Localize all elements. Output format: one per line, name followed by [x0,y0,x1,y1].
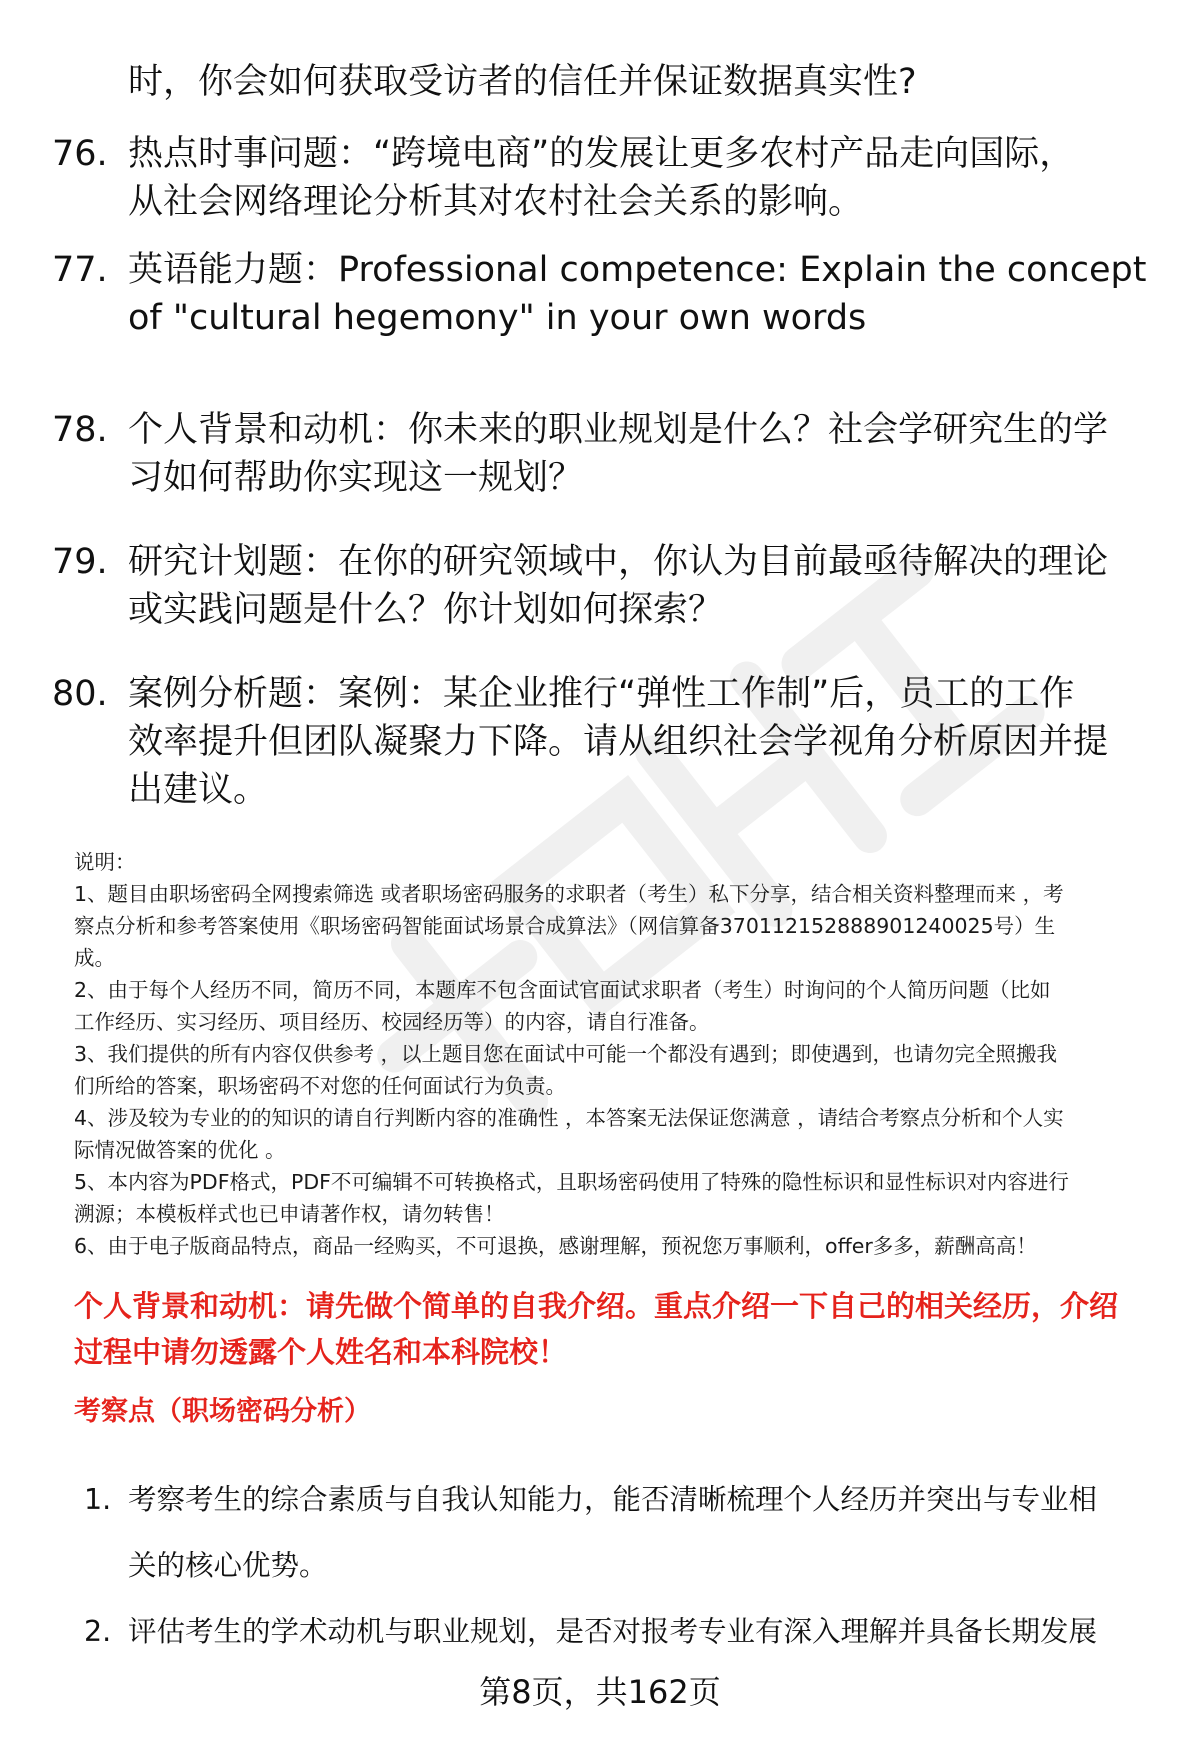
notes-line: 际情况做答案的优化 。 [74,1138,286,1162]
analysis-point-number: 2. [84,1615,112,1648]
analysis-point-line: 考察考生的综合素质与自我认知能力，能否清晰梳理个人经历并突出与专业相 [128,1483,1098,1516]
question-80 [52,670,1152,814]
question-number: 77. [52,250,108,290]
question-78 [52,406,1152,502]
analysis-heading: 考察点（职场密码分析） [74,1396,371,1427]
analysis-point-number: 1. [84,1483,112,1516]
question-number: 76. [52,134,108,174]
question-number: 80. [52,674,108,714]
question-line: 案例分析题：案例：某企业推行“弹性工作制”后，员工的工作 [128,674,1075,714]
notes-section [74,846,1154,1262]
question-line: 出建议。 [128,770,269,810]
question-line: of "cultural hegemony" in your own words [128,298,867,338]
analysis-points-list [84,1467,1164,1665]
question-line: 从社会网络理论分析其对农村社会关系的影响。 [128,182,864,222]
question-continuation-text: 时，你会如何获取受访者的信任并保证数据真实性? [128,62,917,102]
question-line: 或实践问题是什么？你计划如何探索？ [128,590,724,630]
notes-line: 3、我们提供的所有内容仅供参考 ，以上题目您在面试中可能一个都没有遇到；即使遇到，也请勿完全照搬我 [74,1042,1058,1066]
question-line: 习如何帮助你实现这一规划？ [128,458,584,498]
question-number: 79. [52,542,108,582]
notes-line: 们所给的答案，职场密码不对您的任何面试行为负责。 [74,1074,566,1098]
highlight-question-line: 个人背景和动机：请先做个简单的自我介绍。重点介绍一下自己的相关经历，介绍 [74,1289,1119,1323]
highlight-question [74,1283,1118,1375]
question-76 [52,130,1152,226]
question-line: 研究计划题：在你的研究领域中，你认为目前最亟待解决的理论 [128,542,1109,582]
question-line: 热点时事问题：“跨境电商”的发展让更多农村产品走向国际， [128,134,1075,174]
notes-line: 溯源；本模板样式也已申请著作权，请勿转售！ [74,1202,505,1226]
analysis-point-line: 评估考生的学术动机与职业规划，是否对报考专业有深入理解并具备长期发展 [128,1615,1098,1648]
analysis-point [84,1467,1164,1599]
highlight-question-line: 过程中请勿透露个人姓名和本科院校！ [74,1335,568,1369]
notes-line: 1、题目由职场密码全网搜索筛选 或者职场密码服务的求职者（考生）私下分享，结合相关资料整理而来 ，考 [74,882,1064,906]
notes-line: 5、本内容为PDF格式，PDF不可编辑不可转换格式，且职场密码使用了特殊的隐性标识和显性标识对内容进行 [74,1170,1069,1194]
question-line: 英语能力题：Professional competence: Explain the concept [128,250,1147,290]
notes-line: 成。 [74,946,115,970]
question-number: 78. [52,410,108,450]
question-line: 个人背景和动机：你未来的职业规划是什么？社会学研究生的学 [128,410,1109,450]
page-footer: 第8页，共162页 [479,1673,721,1711]
question-77 [52,246,1152,342]
notes-line: 6、由于电子版商品特点，商品一经购买，不可退换，感谢理解，预祝您万事顺利，offer多多，薪酬高高！ [74,1234,1037,1258]
question-line: 效率提升但团队凝聚力下降。请从组织社会学视角分析原因并提 [128,722,1109,762]
notes-line: 工作经历、实习经历、项目经历、校园经历等）的内容，请自行准备。 [74,1010,710,1034]
notes-line: 2、由于每个人经历不同，简历不同，本题库不包含面试官面试求职者（考生）时询问的个人简历问题（比如 [74,978,1051,1002]
notes-line: 察点分析和参考答案使用《职场密码智能面试场景合成算法》（网信算备370112152888901240025号）生 [74,914,1056,938]
analysis-point-line: 关的核心优势。 [128,1549,328,1582]
analysis-point [84,1599,1164,1665]
question-79 [52,538,1152,634]
notes-line: 4、涉及较为专业的的知识的请自行判断内容的准确性 ，本答案无法保证您满意 ，请结合考察点分析和个人实 [74,1106,1064,1130]
notes-heading: 说明： [74,850,136,874]
